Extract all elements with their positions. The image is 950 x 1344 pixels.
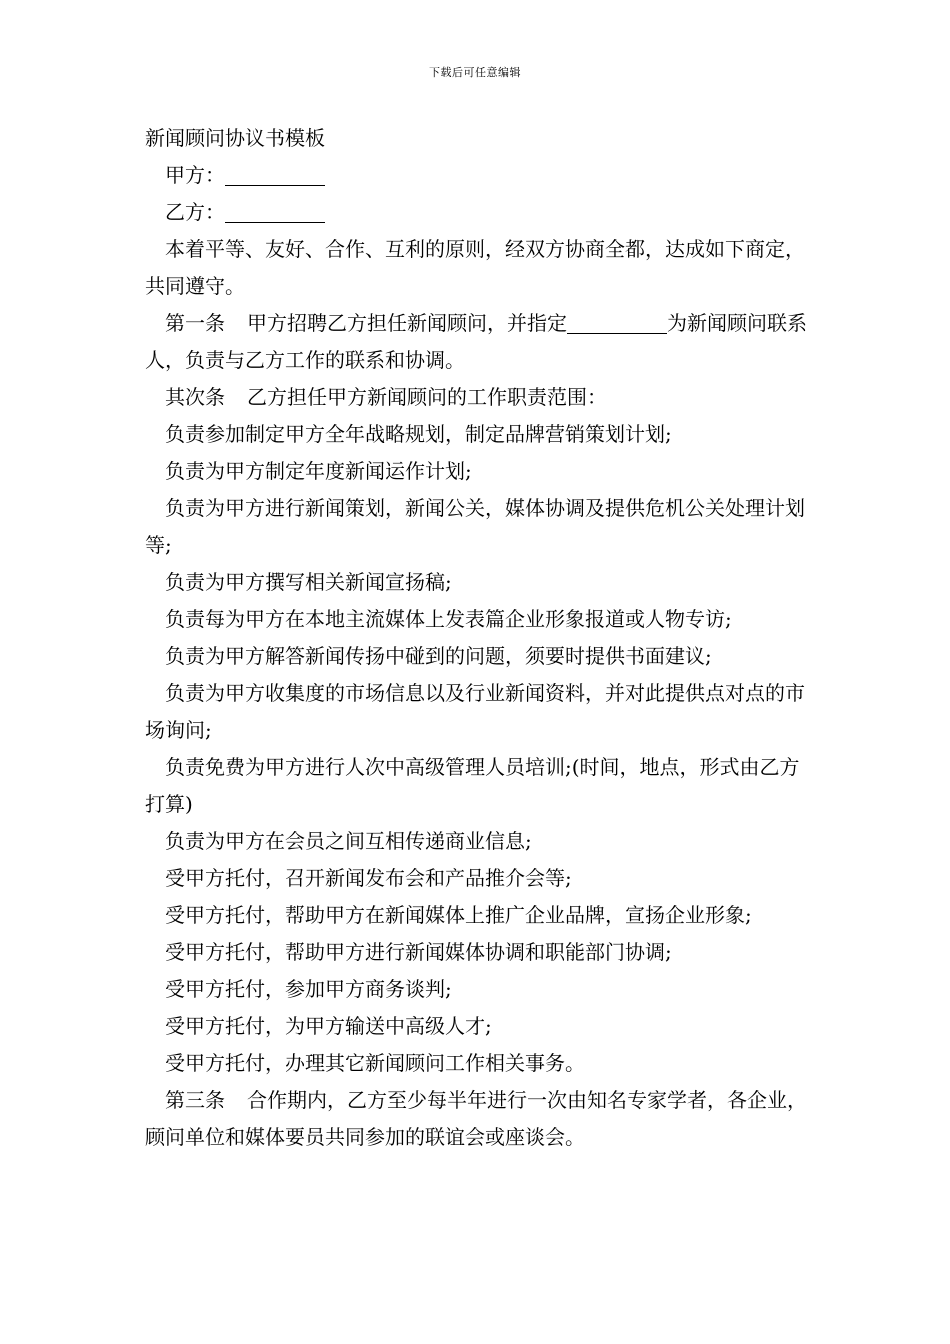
duty-item: 负责为甲方进行新闻策划，新闻公关，媒体协调及提供危机公关处理计划等;	[145, 496, 805, 557]
intro-paragraph: 本着平等、友好、合作、互利的原则，经双方协商全都，达成如下商定，共同遵守。	[145, 237, 805, 298]
party-b-line	[145, 194, 810, 231]
party-a-label: 甲方：	[165, 163, 225, 187]
article-2-text: 乙方担任甲方新闻顾问的工作职责范围：	[247, 385, 607, 409]
duty-item: 负责为甲方撰写相关新闻宣扬稿;	[165, 570, 452, 594]
header-note: 下载后可任意编辑	[429, 66, 521, 79]
duty-item: 负责每为甲方在本地主流媒体上发表篇企业形象报道或人物专访;	[165, 607, 732, 631]
document-title: 新闻顾问协议书模板	[145, 126, 325, 150]
article-1-label: 第一条	[165, 311, 225, 335]
duty-item: 负责参加制定甲方全年战略规划，制定品牌营销策划计划;	[165, 422, 672, 446]
article-2-label: 其次条	[165, 385, 225, 409]
duty-item: 受甲方托付，帮助甲方进行新闻媒体协调和职能部门协调;	[165, 940, 672, 964]
party-b-blank	[225, 200, 325, 223]
duty-item: 负责免费为甲方进行人次中高级管理人员培训;(时间，地点，形式由乙方打算)	[145, 755, 800, 816]
party-a-blank	[225, 163, 325, 186]
duty-item: 负责为甲方制定年度新闻运作计划;	[165, 459, 472, 483]
article-1-text-after: 为新闻顾问联系人，负责与乙方工作的联系和协调。	[145, 311, 807, 372]
contact-person-blank	[567, 311, 667, 334]
duty-item: 受甲方托付，办理其它新闻顾问工作相关事务。	[165, 1051, 585, 1075]
party-b-label: 乙方：	[165, 200, 225, 224]
duty-item: 负责为甲方在会员之间互相传递商业信息;	[165, 829, 532, 853]
duty-item: 负责为甲方收集度的市场信息以及行业新闻资料，并对此提供点对点的市场询问;	[145, 681, 805, 742]
duty-item: 受甲方托付，为甲方输送中高级人才;	[165, 1014, 492, 1038]
article-1-text-before: 甲方招聘乙方担任新闻顾问，并指定	[247, 311, 567, 335]
article-1	[145, 305, 810, 379]
article-3-text: 合作期内，乙方至少每半年进行一次由知名专家学者，各企业，顾问单位和媒体要员共同参加的联谊会或座谈会。	[145, 1088, 807, 1149]
article-3-label: 第三条	[165, 1088, 225, 1112]
article-2	[145, 379, 810, 416]
duty-item: 受甲方托付，帮助甲方在新闻媒体上推广企业品牌，宣扬企业形象;	[165, 903, 752, 927]
duty-item: 负责为甲方解答新闻传扬中碰到的问题，须要时提供书面建议;	[165, 644, 712, 668]
document-body	[145, 120, 810, 1156]
duty-item: 受甲方托付，参加甲方商务谈判;	[165, 977, 452, 1001]
party-a-line	[145, 157, 810, 194]
article-3	[145, 1082, 810, 1156]
duty-item: 受甲方托付，召开新闻发布会和产品推介会等;	[165, 866, 572, 890]
